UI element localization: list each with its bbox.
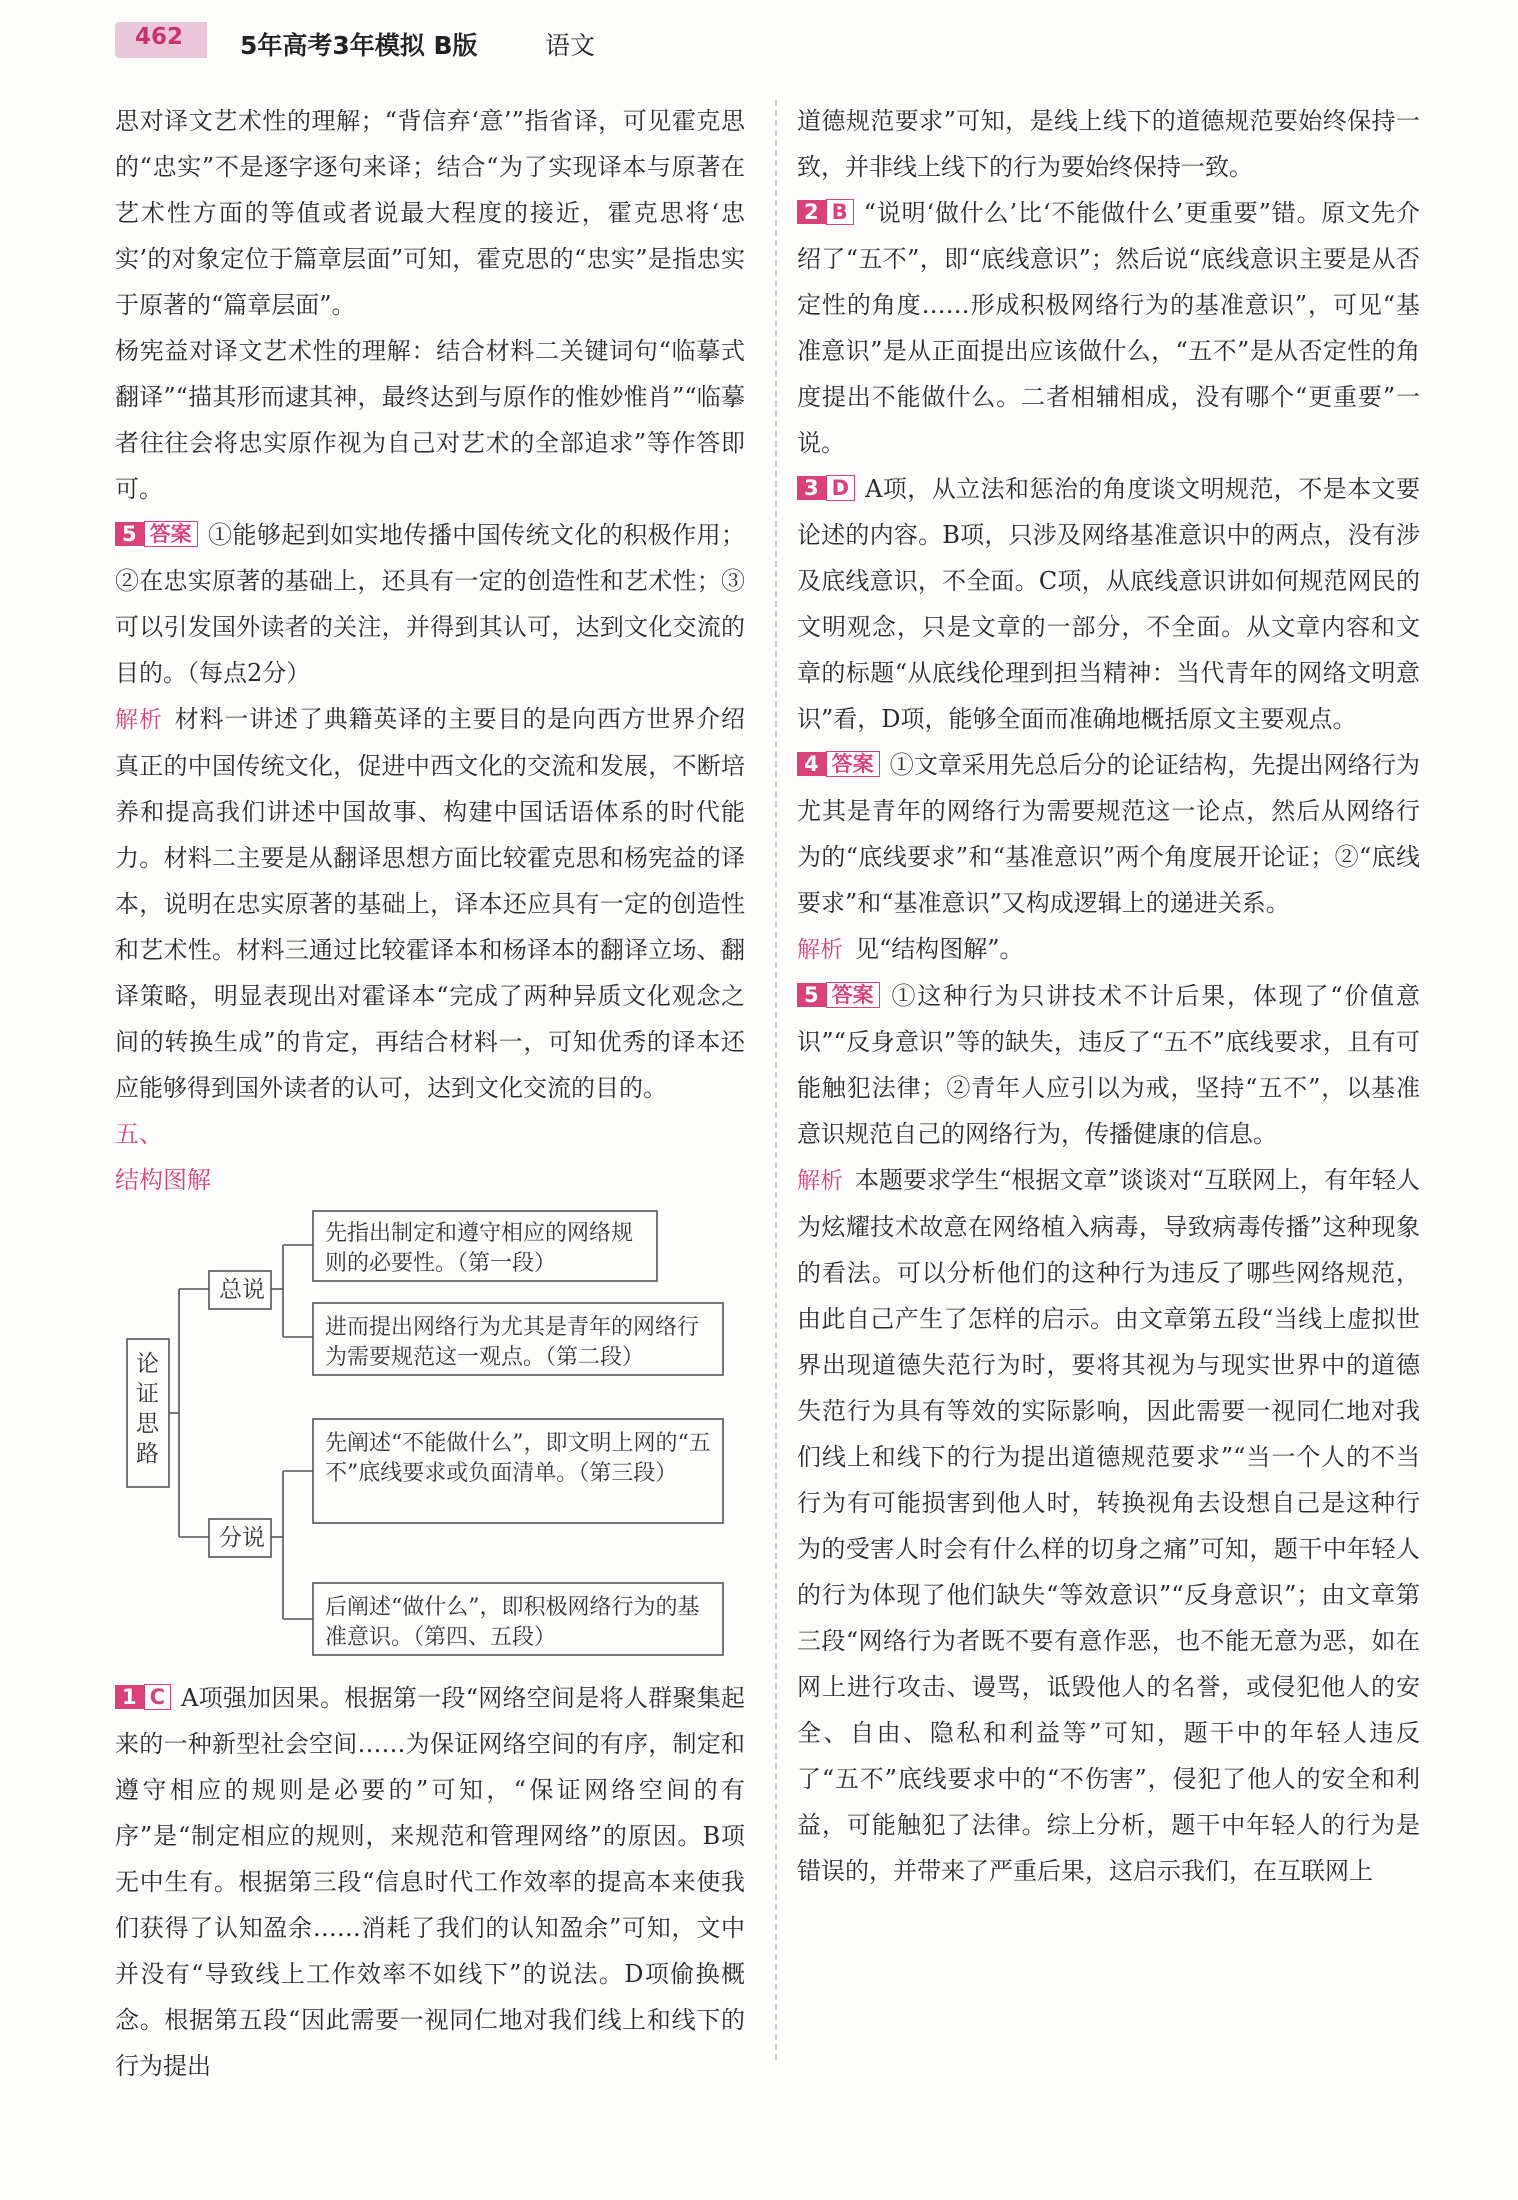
paragraph: 思对译文艺术性的理解；“背信弃‘意’”指省译，可见霍克思的“忠实”不是逐字逐句来译；结合“为了实现译本与原著在艺术性方面的等值或者说最大程度的接近，霍克思将‘忠实’的对象定位于篇章层面”可知，霍克思的“忠实”是指忠实于原著的“篇章层面”。	[115, 107, 745, 319]
answer-text: A项强加因果。根据第一段“网络空间是将人群聚集起来的一种新型社会空间……为保证网络空间的有序，制定和遵守相应的规则是必要的”可知，“保证网络空间的有序”是“制定相应的规则，来规范和管理网络”的原因。B项无中生有。根据第三段“信息时代工作效率的提高本来使我们获得了认知盈余……消耗了我们的认知盈余”可知，文中并没有“导致线上工作效率不如线下”的说法。D项偷换概念。根据第五段“因此需要一视同仁地对我们线上和线下的行为提出	[115, 1684, 745, 2080]
book-subject: 语文	[545, 31, 596, 60]
analysis-block	[797, 926, 1420, 973]
page-header	[115, 18, 615, 58]
question-tag: 5 答案	[115, 520, 198, 548]
analysis-text: 材料一讲述了典籍英译的主要目的是向西方世界介绍真正的中国传统文化，促进中西文化的交流和发展，不断培养和提高我们讲述中国故事、构建中国话语体系的时代能力。材料二主要是从翻译思想方面比较霍克思和杨宪益的译本，说明在忠实原著的基础上，译本还应具有一定的创造性和艺术性。材料三通过比较霍译本和杨译本的翻译立场、翻译策略，明显表现出对霍译本“完成了两种异质文化观念之间的转换生成”的肯定，再结合材料一，可知优秀的译本还应能够得到国外读者的认可，达到文化交流的目的。	[115, 705, 746, 1102]
answer-block	[797, 466, 1420, 742]
analysis-label: 解析	[797, 937, 843, 963]
diagram-branch-general: 总说	[219, 1277, 265, 1303]
page-number: 462	[135, 24, 184, 50]
section-number: 五、	[115, 1120, 163, 1148]
question-tag: 3 D	[797, 474, 855, 502]
analysis-label: 解析	[115, 707, 163, 733]
column-divider	[775, 100, 777, 2060]
answer-text: ①这种行为只讲技术不计后果，体现了“价值意识”“反身意识”等的缺失，违反了“五不”底线要求，且有可能触犯法律；②青年人应引以为戒，坚持“五不”，以基准意识规范自己的网络行为，传播健康的信息。	[797, 982, 1420, 1148]
right-column	[797, 98, 1420, 1894]
answer-text: ①能够起到如实地传播中国传统文化的积极作用；②在忠实原著的基础上，还具有一定的创造性和艺术性；③可以引发国外读者的关注，并得到其认可，达到文化交流的目的。（每点2分）	[115, 521, 745, 687]
answer-block	[115, 512, 745, 696]
structure-diagram	[115, 1209, 745, 1671]
answer-block	[797, 973, 1420, 1157]
analysis-text: 见“结构图解”。	[855, 935, 1024, 963]
answer-block	[115, 1675, 745, 2089]
diagram-leaf: 先阐述“不能做什么”，即文明上网的“五不”底线要求或负面清单。（第三段）	[325, 1431, 711, 1486]
diagram-root: 论证思路	[136, 1351, 159, 1467]
analysis-block	[797, 1157, 1420, 1894]
answer-block	[797, 190, 1420, 466]
paragraph: 道德规范要求”可知，是线上线下的道德规范要始终保持一致，并非线上线下的行为要始终保持一致。	[797, 107, 1420, 181]
answer-text: ①文章采用先总后分的论证结构，先提出网络行为尤其是青年的网络行为需要规范这一论点，然后从网络行为的“底线要求”和“基准意识”两个角度展开论证；②“底线要求”和“基准意识”又构成逻辑上的递进关系。	[797, 751, 1420, 917]
question-tag: 5 答案	[797, 981, 880, 1009]
diagram-title: 结构图解	[115, 1166, 211, 1194]
question-tag: 4 答案	[797, 750, 880, 778]
paragraph: 杨宪益对译文艺术性的理解：结合材料二关键词句“临摹式翻译”“描其形而逮其神，最终达到与原作的惟妙惟肖”“临摹者往往会将忠实原作视为自己对艺术的全部追求”等作答即可。	[115, 337, 745, 503]
diagram-branch-detail: 分说	[219, 1525, 265, 1551]
diagram-leaf: 进而提出网络行为尤其是青年的网络行为需要规范这一观点。（第二段）	[325, 1315, 700, 1370]
diagram-leaf: 后阐述“做什么”，即积极网络行为的基准意识。（第四、五段）	[325, 1595, 700, 1650]
book-title: 5年高考3年模拟 B版	[240, 31, 478, 60]
analysis-text: 本题要求学生“根据文章”谈谈对“互联网上，有年轻人为炫耀技术故意在网络植入病毒，导致病毒传播”这种现象的看法。可以分析他们的这种行为违反了哪些网络规范，由此自己产生了怎样的启示。由文章第五段“当线上虚拟世界出现道德失范行为时，要将其视为与现实世界中的道德失范行为具有等效的实际影响，因此需要一视同仁地对我们线上和线下的行为提出道德规范要求”“当一个人的不当行为有可能损害到他人时，转换视角去设想自己是这种行为的受害人时会有什么样的切身之痛”可知，题干中年轻人的行为体现了他们缺失“等效意识”“反身意识”；由文章第三段“网络行为者既不要有意作恶，也不能无意为恶，如在网上进行攻击、谩骂，诋毁他人的名誉，或侵犯他人的安全、自由、隐私和利益等”可知，题干中的年轻人违反了“五不”底线要求中的“不伤害”，侵犯了他人的安全和利益，可能触犯了法律。综上分析，题干中年轻人的行为是错误的，并带来了严重后果，这启示我们，在互联网上	[797, 1166, 1420, 1885]
answer-text: “说明‘做什么’比‘不能做什么’更重要”错。原文先介绍了“五不”，即“底线意识”；然后说“底线意识主要是从否定性的角度……形成积极网络行为的基准意识”，可见“基准意识”是从正面提出应该做什么，“五不”是从否定性的角度提出不能做什么。二者相辅相成，没有哪个“更重要”一说。	[797, 199, 1420, 457]
answer-text: A项，从立法和惩治的角度谈文明规范，不是本文要论述的内容。B项，只涉及网络基准意识中的两点，没有涉及底线意识，不全面。C项，从底线意识讲如何规范网民的文明观念，只是文章的一部分，不全面。从文章内容和文章的标题“从底线伦理到担当精神：当代青年的网络文明意识”看，D项，能够全面而准确地概括原文主要观点。	[797, 475, 1420, 733]
left-column	[115, 98, 745, 2089]
diagram-leaf: 先指出制定和遵守相应的网络规则的必要性。（第一段）	[325, 1221, 634, 1276]
question-tag: 1 C	[115, 1683, 171, 1711]
answer-block	[797, 742, 1420, 926]
analysis-block	[115, 696, 745, 1111]
analysis-label: 解析	[797, 1168, 844, 1194]
question-tag: 2 B	[797, 198, 854, 226]
